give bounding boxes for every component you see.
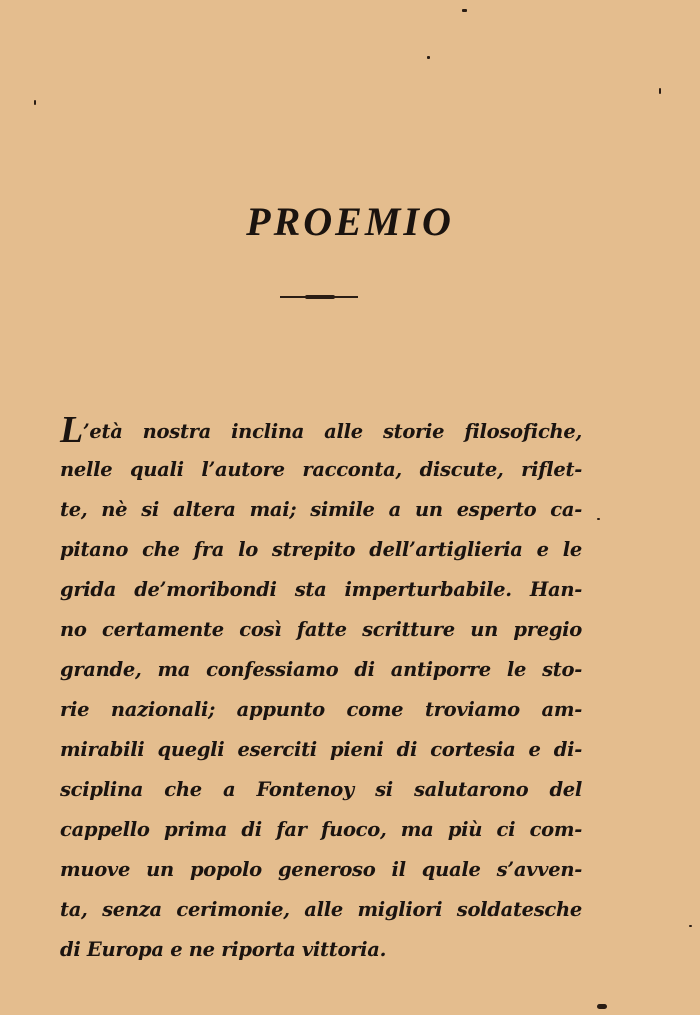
body-paragraph [60,410,582,970]
page-title: PROEMIO [246,199,454,244]
text-line: muove un popolo generoso il quale s’avven- [60,858,582,881]
scan-speck [427,56,430,59]
scan-speck [597,1004,607,1009]
drop-cap: L [60,409,83,451]
text-line: ta, senza cerimonie, alle migliori soldatesche [60,898,582,921]
title-ornament-center [305,295,335,299]
text-line: nelle quali l’autore racconta, discute, riflet- [60,458,582,481]
scan-speck [462,9,467,12]
scan-speck [34,100,36,105]
scan-speck [597,518,600,520]
text-line: di Europa e ne riporta vittoria. [60,938,387,961]
scan-speck [659,88,661,94]
text-line: grande, ma confessiamo di antiporre le sto- [60,658,582,681]
text-line: sciplina che a Fontenoy si salutarono del [60,778,582,801]
text-line: L’età nostra inclina alle storie filosofiche, [60,409,582,451]
text-line: pitano che fra lo strepito dell’artiglieria e le [60,538,582,561]
text-line: te, nè si altera mai; simile a un esperto ca- [60,498,582,521]
scan-speck [689,925,692,927]
text-line: mirabili quegli eserciti pieni di cortesia e di- [60,738,582,761]
text-line: no certamente così fatte scritture un pregio [60,618,582,641]
text-line: grida de’moribondi sta imperturbabile. Han- [60,578,582,601]
text-line: cappello prima di far fuoco, ma più ci com- [60,818,582,841]
text-line: rie nazionali; appunto come troviamo am- [60,698,582,721]
